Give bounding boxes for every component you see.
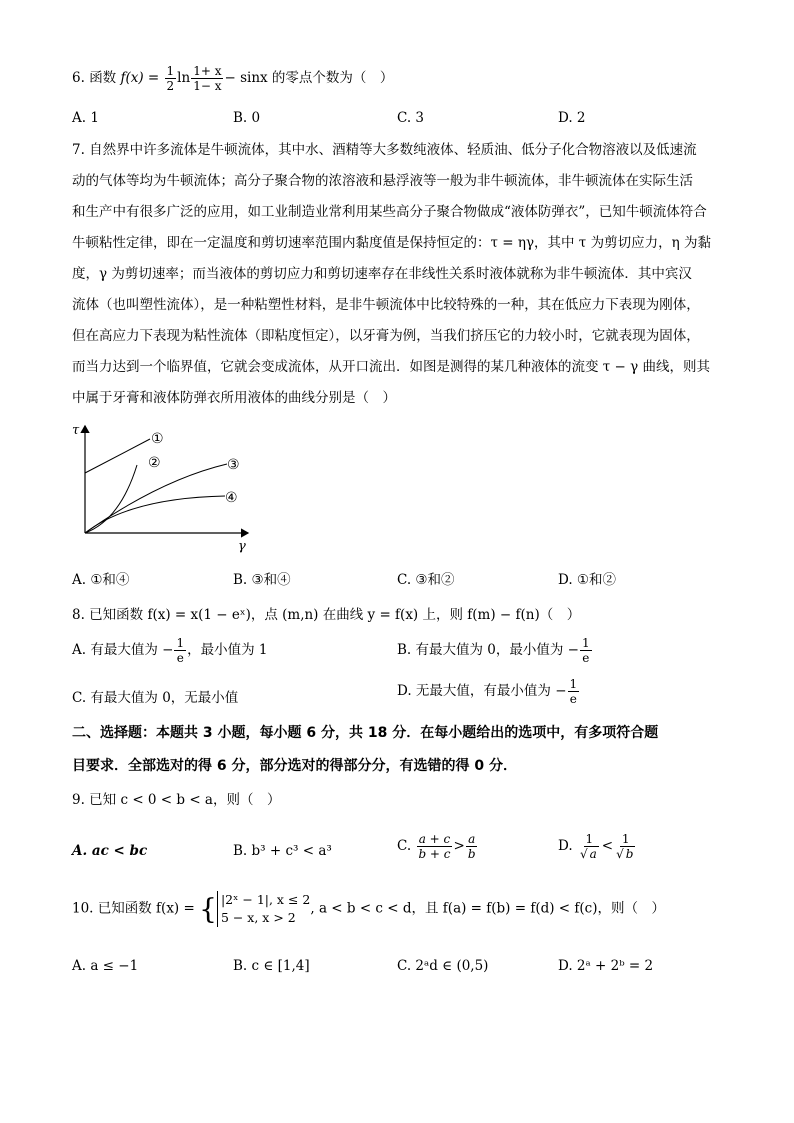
q8-option-b[interactable]: B. 有最大值为 0，最小值为 − $\frac{1}{e}$ xyxy=(397,636,590,665)
x-axis-label: γ xyxy=(238,539,246,554)
q7-option-d[interactable]: D. ①和② xyxy=(558,572,617,588)
q9-stem: 9. 已知 c < 0 < b < a，则（ ） xyxy=(72,792,281,808)
q10-option-c[interactable]: C. 2ᵃd ∈ (0,5) xyxy=(397,958,489,974)
curve-2-label: ② xyxy=(148,455,161,471)
q9-option-d[interactable]: D. $\frac{1}{√ a}$ < $\frac{1}{√ b}$ xyxy=(558,832,634,861)
q7-option-b[interactable]: B. ③和④ xyxy=(233,572,291,588)
q7-line: 牛顿粘性定律，即在一定温度和剪切速率范围内黏度值是保持恒定的：τ = ηγ，其中 τ 为剪切应力，η 为黏 xyxy=(72,235,711,251)
q7-paragraph xyxy=(72,135,727,414)
q7-line: 中属于牙膏和液体防弹衣所用液体的曲线分别是（ ） xyxy=(72,390,396,406)
q7-line: 动的气体等均为牛顿流体；高分子聚合物的浓溶液和悬浮液等一般为非牛顿流体，非牛顿流体在实际生活 xyxy=(72,173,693,189)
q7-line: 和生产中有很多广泛的应用，如工业制造业常利用某些高分子聚合物做成“液体防弹衣”，已知牛顿流体符合 xyxy=(72,204,707,220)
q8-option-d[interactable]: D. 无最大值，有最小值为 − $\frac{1}{e}$ xyxy=(397,677,578,706)
q7-line: 度，γ 为剪切速率；而当液体的剪切应力和剪切速率存在非线性关系时液体就称为非牛顿流体．其中宾汉 xyxy=(72,266,692,282)
curve-3-label: ③ xyxy=(227,457,240,473)
q7-option-c[interactable]: C. ③和② xyxy=(397,572,455,588)
q10-option-b[interactable]: B. c ∈ [1,4] xyxy=(233,958,310,974)
q9-option-b[interactable]: B. b³ + c³ < a³ xyxy=(233,843,332,859)
q7-line: 流体（也叫塑性流体），是一种粘塑性材料，是非牛顿流体中比较特殊的一种，其在低应力下表现为刚体， xyxy=(72,297,700,313)
section-2-header-line1: 二、选择题：本题共 3 小题，每小题 6 分，共 18 分．在每小题给出的选项中，有多项符合题 xyxy=(72,725,659,741)
q10-piecewise: |2ˣ − 1|, x ≤ 2 5 − x, x > 2 xyxy=(217,891,310,927)
q6-half-fraction: $\frac{1}{2}$ xyxy=(166,64,175,93)
q6-option-a[interactable]: A. 1 xyxy=(72,110,99,126)
q10-stem: 10. 已知函数 f(x) = { |2ˣ − 1|, x ≤ 2 5 − x, x > 2, a < b < c < d，且 f(a) = f(b) = f(d) < f(c)，则（ ） xyxy=(72,892,666,926)
q6-option-b[interactable]: B. 0 xyxy=(233,110,261,126)
q10-option-a[interactable]: A. a ≤ −1 xyxy=(72,958,139,974)
q6-option-d[interactable]: D. 2 xyxy=(558,110,586,126)
y-axis-label: τ xyxy=(72,423,80,438)
curve-1-label: ① xyxy=(151,431,164,447)
curve-1 xyxy=(85,439,150,473)
q6-ln-fraction: $\frac{1+ x}{1- x}$ xyxy=(193,64,222,93)
q7-option-a[interactable]: A. ①和④ xyxy=(72,572,130,588)
q7-rheology-graph xyxy=(70,420,260,555)
q6-stem: 6. 函数 f(x) = $\frac{1}{2}$ ln $\frac{1+ x}{1- x}$ − sinx 的零点个数为（ ） xyxy=(72,64,394,93)
q8-option-c[interactable]: C. 有最大值为 0，无最小值 xyxy=(72,690,239,706)
curve-2 xyxy=(85,465,137,533)
curve-4-label: ④ xyxy=(225,490,238,506)
q9-option-c[interactable]: C. $\frac{a + c}{b + c}$ > $\frac{a}{b}$ xyxy=(397,832,476,861)
q7-line: 而当力达到一个临界值，它就会变成流体，从开口流出．如图是测得的某几种液体的流变 τ − γ 曲线，则其 xyxy=(72,359,711,375)
q6-option-c[interactable]: C. 3 xyxy=(397,110,425,126)
q8-stem: 8. 已知函数 f(x) = x(1 − eˣ)，点 (m,n) 在曲线 y = f(x) 上，则 f(m) − f(n)（ ） xyxy=(72,607,581,623)
q7-line: 7. 自然界中许多流体是牛顿流体，其中水、酒精等大多数纯液体、轻质油、低分子化合物溶液以及低速流 xyxy=(72,142,697,158)
q10-option-d[interactable]: D. 2ᵃ + 2ᵇ = 2 xyxy=(558,958,654,974)
curve-3 xyxy=(85,464,227,533)
q7-line: 但在高应力下表现为粘性流体（即粘度恒定），以牙膏为例，当我们挤压它的力较小时，它就表现为固体， xyxy=(72,328,700,344)
section-2-header-line2: 目要求．全部选对的得 6 分，部分选对的得部分分，有选错的得 0 分． xyxy=(72,758,517,774)
q8-option-a[interactable]: A. 有最大值为 − $\frac{1}{e}$ ，最小值为 1 xyxy=(72,636,268,665)
curve-4 xyxy=(85,496,225,533)
q9-option-a[interactable]: A. ac < bc xyxy=(72,843,148,859)
